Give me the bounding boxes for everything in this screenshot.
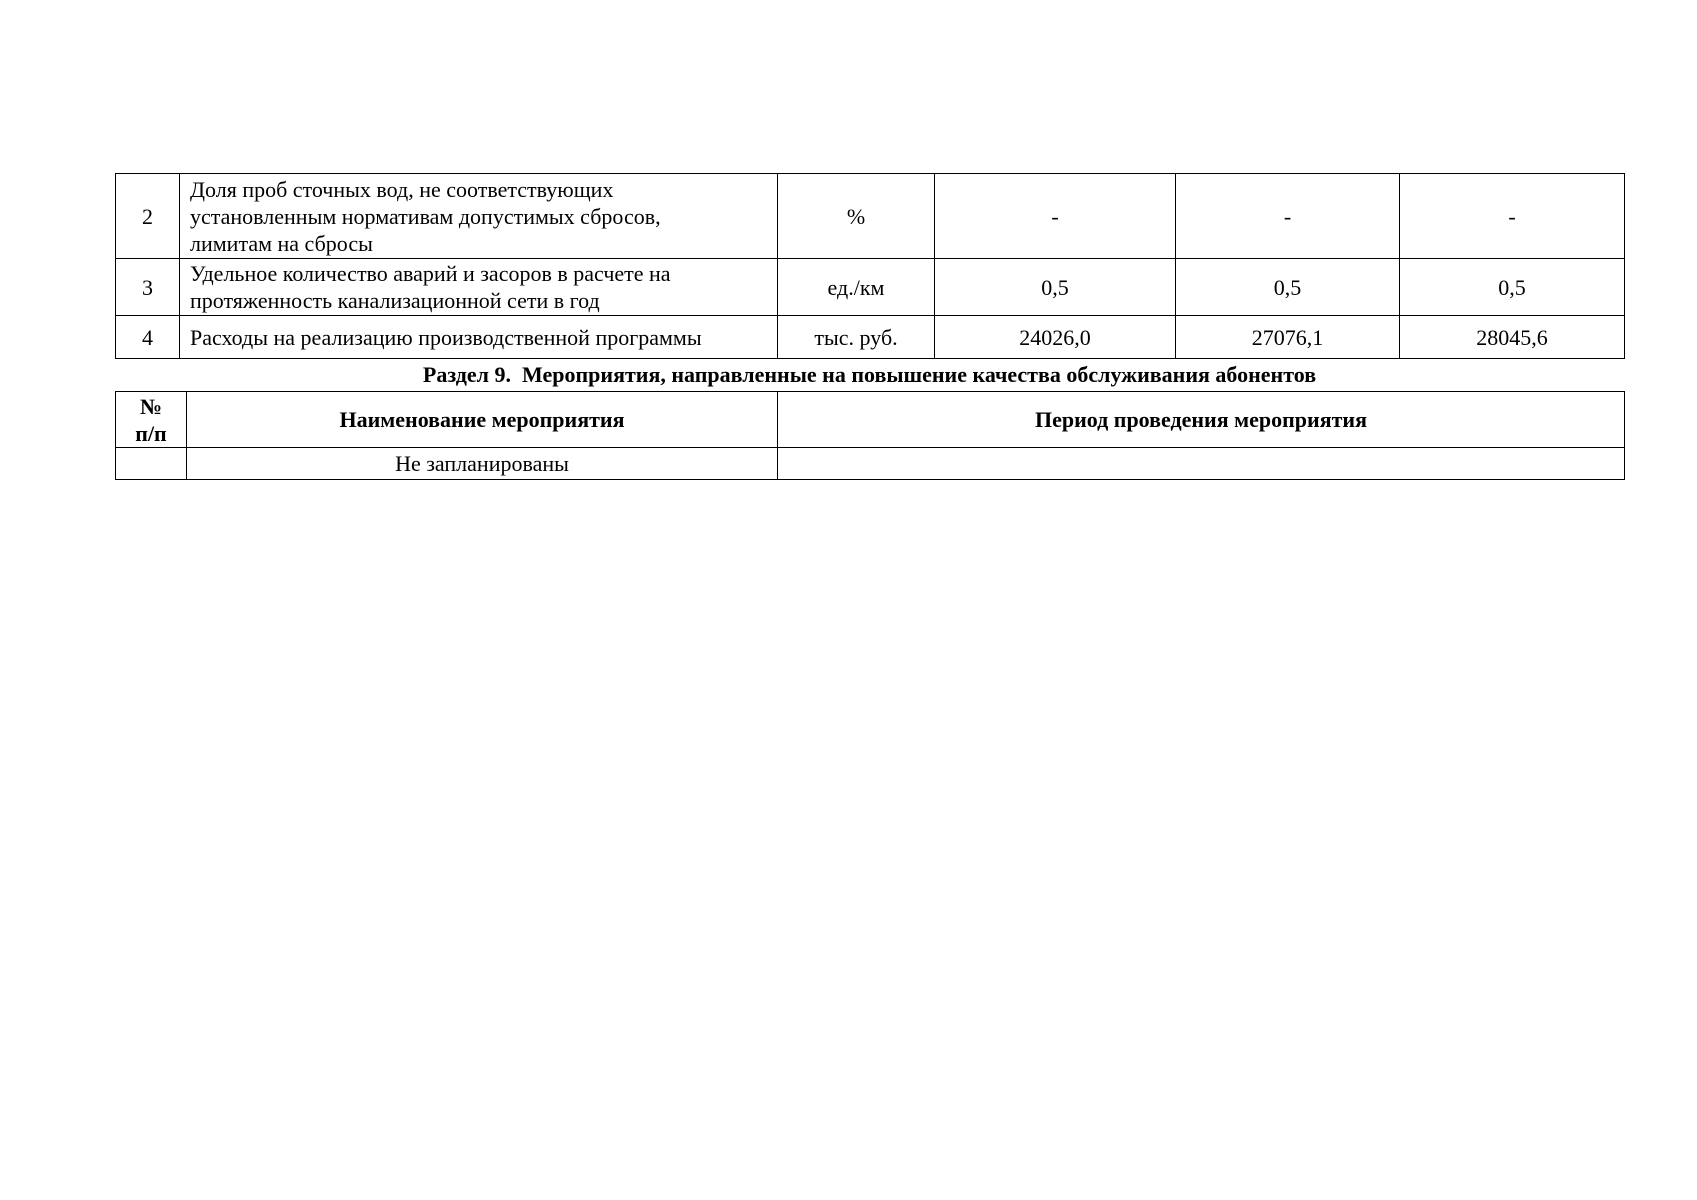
indicator-value: -: [935, 174, 1176, 259]
indicator-name-line: протяженность канализационной сети в год: [190, 288, 600, 313]
indicator-name: [180, 259, 778, 316]
measure-name: Не запланированы: [187, 448, 778, 480]
indicator-name: [180, 174, 778, 259]
indicator-value: 24026,0: [935, 316, 1176, 359]
indicator-value: -: [1400, 174, 1625, 259]
indicator-name: [180, 316, 778, 359]
indicator-name-line: Удельное количество аварий и засоров в расчете на: [190, 261, 671, 286]
indicator-unit: ед./км: [778, 259, 935, 316]
indicator-name-line: Доля проб сточных вод, не соответствующих: [190, 176, 614, 202]
indicator-name-line: лимитам на сбросы: [190, 230, 373, 256]
indicator-value: 28045,6: [1400, 316, 1625, 359]
row-number: 2: [116, 174, 180, 259]
indicator-unit: тыс. руб.: [778, 316, 935, 359]
indicators-table: [115, 173, 1625, 359]
header-number-line: №: [139, 393, 163, 419]
column-header-number: [116, 392, 187, 448]
header-number-line: п/п: [135, 420, 167, 446]
section-title: Раздел 9. Мероприятия, направленные на повышение качества обслуживания абонентов: [422, 362, 1317, 387]
table-header-row: [116, 392, 1625, 448]
indicator-unit: %: [778, 174, 935, 259]
measure-period: [778, 448, 1625, 480]
measures-table: [115, 391, 1625, 480]
indicator-value: 0,5: [1176, 259, 1400, 316]
indicator-name-line: установленным нормативам допустимых сбросов,: [190, 203, 661, 229]
row-number: 3: [116, 259, 180, 316]
indicator-value: 0,5: [935, 259, 1176, 316]
table-row: [116, 316, 1625, 359]
table-row: [116, 448, 1625, 480]
measure-number: [116, 448, 187, 480]
table-row: [116, 259, 1625, 316]
table-row: [116, 174, 1625, 259]
column-header-period: Период проведения мероприятия: [778, 392, 1625, 448]
indicator-value: 27076,1: [1176, 316, 1400, 359]
indicator-value: -: [1176, 174, 1400, 259]
column-header-name: Наименование мероприятия: [187, 392, 778, 448]
row-number: 4: [116, 316, 180, 359]
indicator-name-line: Расходы на реализацию производственной программы: [190, 324, 702, 350]
indicator-value: 0,5: [1400, 259, 1625, 316]
